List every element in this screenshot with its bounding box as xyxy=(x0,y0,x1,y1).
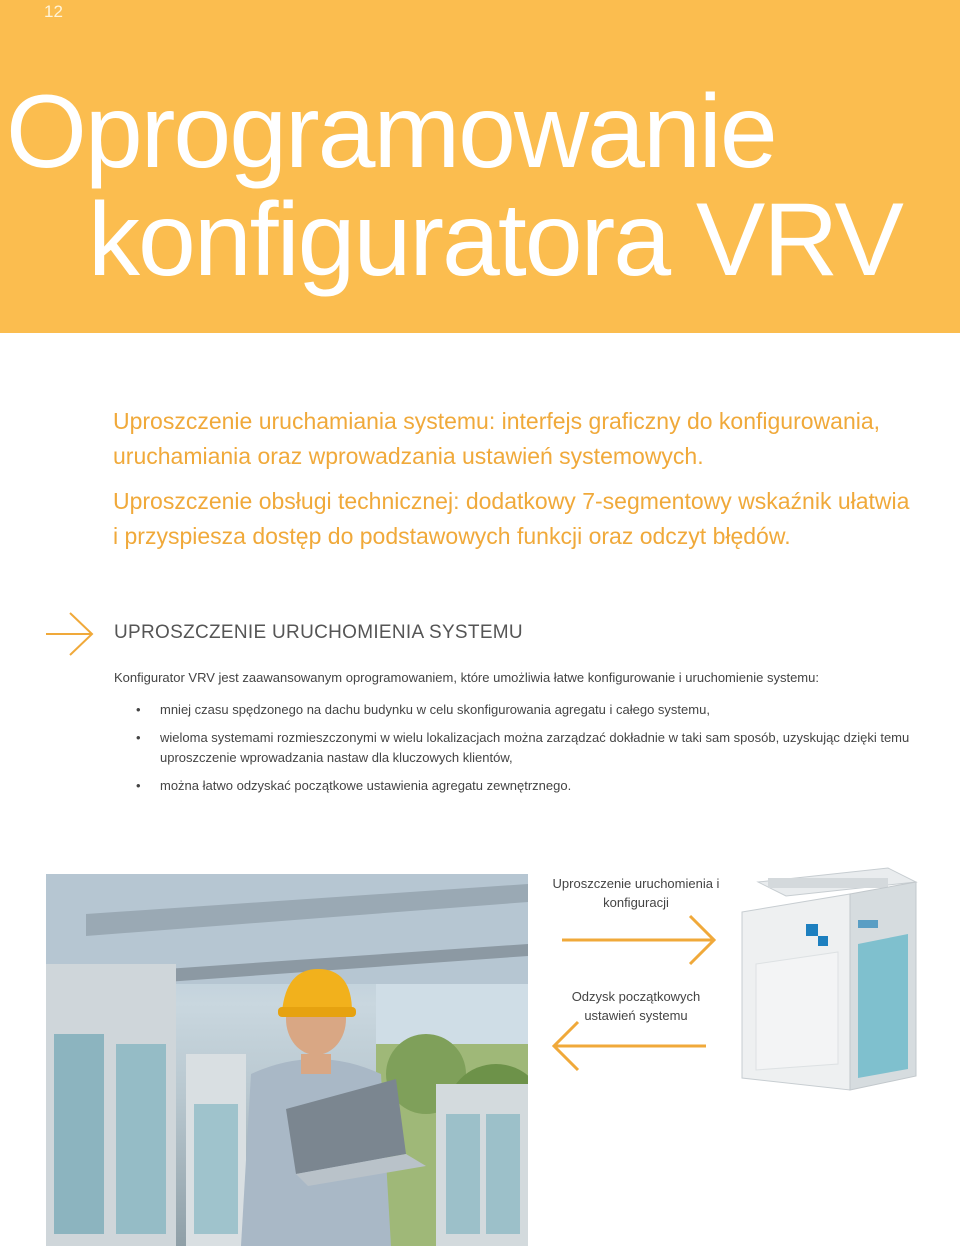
list-item xyxy=(136,728,920,768)
arrow-left-icon xyxy=(548,1018,706,1074)
technician-photo-illustration xyxy=(46,874,528,1246)
list-item-text: mniej czasu spędzonego na dachu budynku w celu skonfigurowania agregatu i całego systemu, xyxy=(160,702,710,717)
page-title-line-1: Oprogramowanie xyxy=(6,74,776,190)
section-arrow-icon xyxy=(44,610,96,658)
outdoor-unit-image xyxy=(738,864,920,1092)
list-item xyxy=(136,700,920,720)
technician-photo xyxy=(46,874,528,1246)
intro-paragraph-2: Uproszczenie obsługi technicznej: dodatkowy 7-segmentowy wskaźnik ułatwia i przyspiesza dostęp do podstawowych funkcji oraz odczyt błędów. xyxy=(113,488,910,549)
list-item-text: wieloma systemami rozmieszczonymi w wielu lokalizacjach można zarządzać dokładnie w taki sam sposób, uzyskując dzięki temu uproszczenie wprowadzania nastaw dla kluczowych klientów, xyxy=(160,730,910,765)
bullet: • xyxy=(136,778,141,793)
page-title-line-2: konfiguratora VRV xyxy=(88,182,902,298)
callout-restore: Odzysk początkowych ustawień systemu xyxy=(571,989,701,1023)
bullet: • xyxy=(136,702,141,717)
intro-text xyxy=(113,404,913,564)
page-number: 12 xyxy=(44,2,63,21)
header-banner xyxy=(0,0,960,333)
feature-list xyxy=(136,700,920,804)
bullet: • xyxy=(136,730,141,745)
page-title xyxy=(6,74,902,298)
list-item-text: można łatwo odzyskać początkowe ustawienia agregatu zewnętrznego. xyxy=(160,778,572,793)
list-item xyxy=(136,776,920,796)
arrow-right-icon xyxy=(562,912,722,968)
section-heading: UPROSZCZENIE URUCHOMIENIA SYSTEMU xyxy=(114,622,523,643)
section-lead: Konfigurator VRV jest zaawansowanym oprogramowaniem, które umożliwia łatwe konfigurowanie i uruchomienie systemu: xyxy=(114,670,819,685)
callout-configuration: Uproszczenie uruchomienia i konfiguracji xyxy=(552,876,720,910)
intro-paragraph-1: Uproszczenie uruchamiania systemu: interfejs graficzny do konfigurowania, uruchamiania oraz wprowadzania ustawień systemowych. xyxy=(113,408,881,469)
